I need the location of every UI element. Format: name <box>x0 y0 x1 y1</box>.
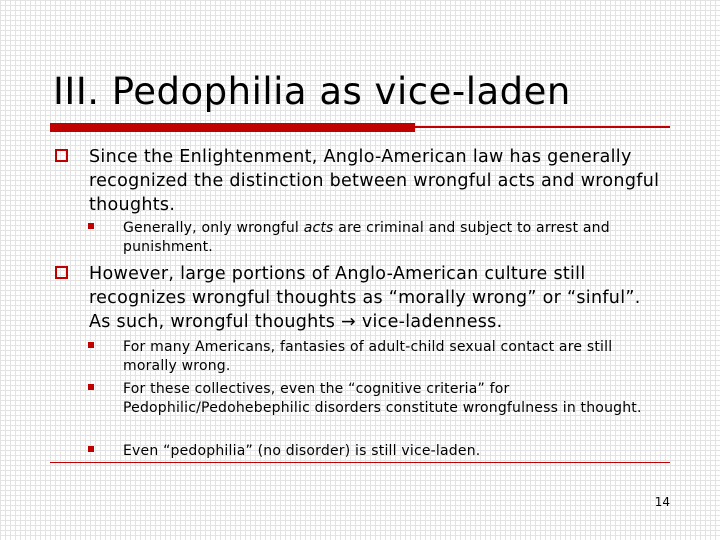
filled-square-bullet-icon <box>88 446 94 452</box>
sub-bullet-1-1 <box>88 219 668 257</box>
sub-bullet-2-3-text: Even “pedophilia” (no disorder) is still vice-laden. <box>123 443 481 459</box>
right-arrow-icon: → <box>341 312 356 332</box>
sub-bullet-2-1-text: For many Americans, fantasies of adult-child sexual contact are still morally wrong. <box>123 339 613 374</box>
sub-bullet-2-2-text: For these collectives, even the “cognitive criteria” for Pedophilic/Pedohebephilic disorders constitute wrongfulness in thought. <box>123 381 642 416</box>
sub-bullet-2-3 <box>88 442 668 461</box>
footer-divider <box>50 462 670 463</box>
emphasis-acts: acts <box>303 220 334 236</box>
filled-square-bullet-icon <box>88 342 94 348</box>
title-underline-thick <box>50 123 415 132</box>
sub-bullet-1-1-text: Generally, only wrongful acts are criminal and subject to arrest and punishment. <box>123 220 610 255</box>
sub-bullet-2-1 <box>88 338 668 376</box>
sub-bullet-2-2 <box>88 380 668 418</box>
hollow-square-bullet-icon <box>55 149 68 162</box>
filled-square-bullet-icon <box>88 223 94 229</box>
slide-title: III. Pedophilia as vice-laden <box>53 70 571 113</box>
bullet-2-text: However, large portions of Anglo-American culture still recognizes wrongful thoughts as “morally wrong” or “sinful”. As such, wrongful thoughts → vice-ladenness. <box>89 264 641 332</box>
title-underline-thin <box>415 126 670 128</box>
page-number: 14 <box>654 495 670 509</box>
bullet-1 <box>55 145 665 217</box>
filled-square-bullet-icon <box>88 384 94 390</box>
bullet-1-text: Since the Enlightenment, Anglo-American law has generally recognized the distinction between wrongful acts and wrongful thoughts. <box>89 147 660 215</box>
hollow-square-bullet-icon <box>55 266 68 279</box>
bullet-2 <box>55 262 665 334</box>
